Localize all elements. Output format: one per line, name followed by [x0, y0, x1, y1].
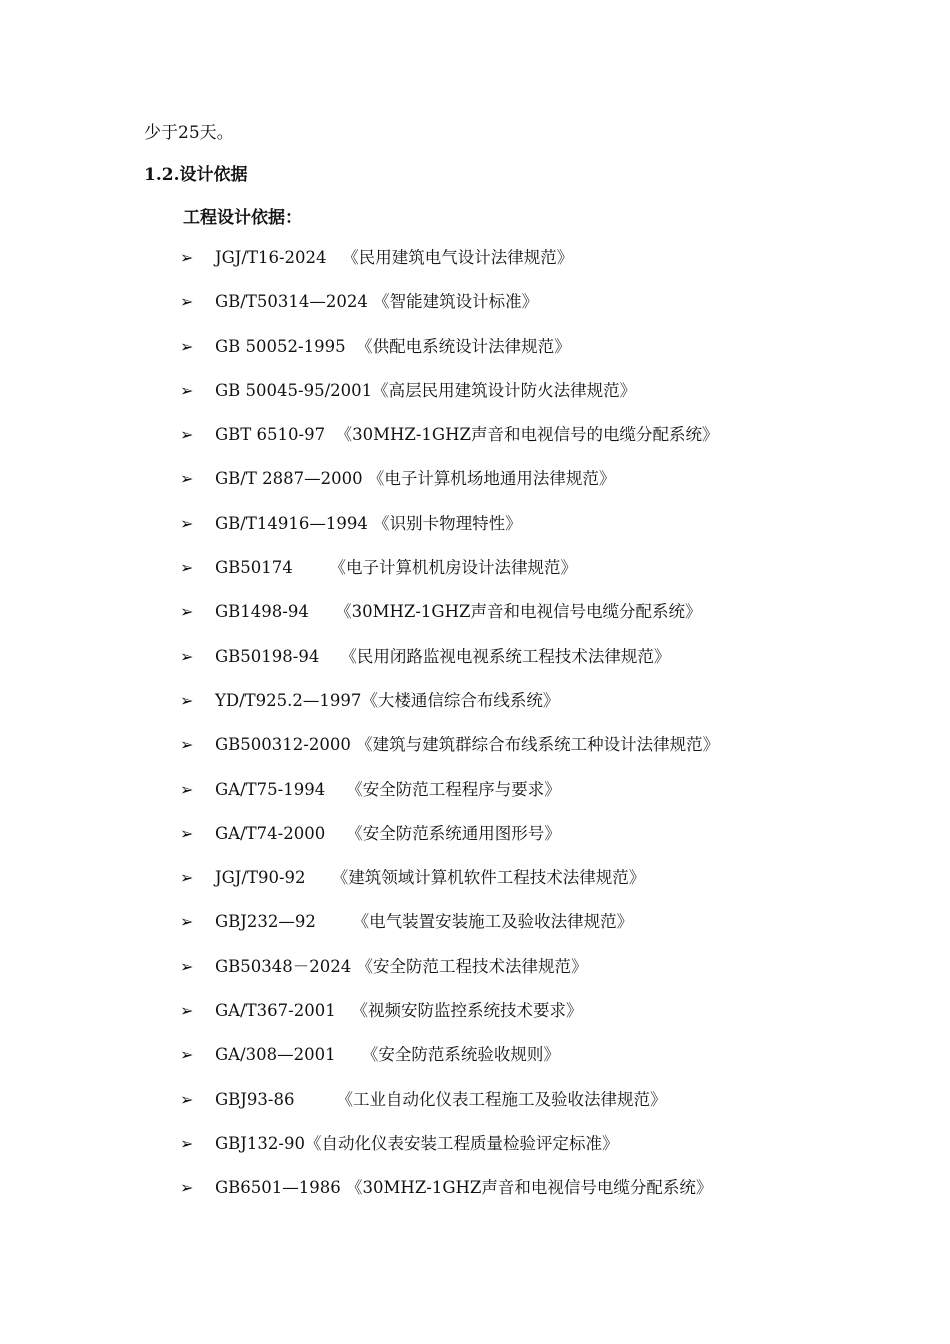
reference-item	[180, 1087, 719, 1131]
reference-item	[180, 599, 719, 643]
arrow-bullet-icon: ➢	[180, 1089, 194, 1109]
reference-item	[180, 1131, 719, 1175]
reference-item	[180, 998, 719, 1042]
reference-item	[180, 334, 719, 378]
intro-paragraph: 少于25天。	[144, 123, 234, 143]
reference-text: GB1498-94 《30MHZ-1GHZ声音和电视信号电缆分配系统》	[215, 602, 702, 622]
reference-text: GB/T 2887—2000 《电子计算机场地通用法律规范》	[215, 469, 616, 489]
reference-text: GB50198-94 《民用闭路监视电视系统工程技术法律规范》	[215, 646, 671, 666]
reference-text: GBT 6510-97 《30MHZ-1GHZ声音和电视信号的电缆分配系统》	[215, 425, 719, 445]
reference-text: GB500312-2000 《建筑与建筑群综合布线系统工种设计法律规范》	[215, 735, 720, 755]
reference-text: JGJ/T90-92 《建筑领域计算机软件工程技术法律规范》	[215, 868, 646, 888]
arrow-bullet-icon: ➢	[180, 336, 194, 356]
reference-text: GBJ132-90《自动化仪表安装工程质量检验评定标准》	[215, 1133, 619, 1153]
arrow-bullet-icon: ➢	[180, 912, 194, 932]
reference-item	[180, 954, 719, 998]
reference-item	[180, 1042, 719, 1086]
reference-item	[180, 777, 719, 821]
arrow-bullet-icon: ➢	[180, 1045, 194, 1065]
arrow-bullet-icon: ➢	[180, 469, 194, 489]
reference-text: YD/T925.2—1997《大楼通信综合布线系统》	[215, 690, 560, 710]
reference-item	[180, 732, 719, 776]
sub-heading: 工程设计依据：	[183, 208, 302, 228]
reference-item	[180, 245, 719, 289]
reference-item	[180, 466, 719, 510]
reference-item	[180, 378, 719, 422]
reference-text: GA/T75-1994 《安全防范工程程序与要求》	[215, 779, 561, 799]
arrow-bullet-icon: ➢	[180, 956, 194, 976]
arrow-bullet-icon: ➢	[180, 602, 194, 622]
reference-text: JGJ/T16-2024 《民用建筑电气设计法律规范》	[215, 248, 574, 267]
reference-text: GBJ232—92 《电气装置安装施工及验收法律规范》	[215, 912, 634, 932]
reference-item	[180, 555, 719, 599]
section-heading: 1.2.设计依据	[144, 165, 248, 185]
reference-item	[180, 422, 719, 466]
reference-item	[180, 1175, 719, 1219]
arrow-bullet-icon: ➢	[180, 558, 194, 578]
arrow-bullet-icon: ➢	[180, 425, 194, 445]
reference-item	[180, 644, 719, 688]
arrow-bullet-icon: ➢	[180, 513, 194, 533]
reference-text: GB50174 《电子计算机机房设计法律规范》	[215, 558, 578, 578]
reference-text: GB/T50314—2024 《智能建筑设计标准》	[215, 292, 539, 312]
arrow-bullet-icon: ➢	[180, 868, 194, 888]
arrow-bullet-icon: ➢	[180, 823, 194, 843]
arrow-bullet-icon: ➢	[180, 1133, 194, 1153]
arrow-bullet-icon: ➢	[180, 248, 194, 267]
arrow-bullet-icon: ➢	[180, 380, 194, 400]
arrow-bullet-icon: ➢	[180, 646, 194, 666]
arrow-bullet-icon: ➢	[180, 1001, 194, 1021]
reference-text: GA/T74-2000 《安全防范系统通用图形号》	[215, 823, 561, 843]
arrow-bullet-icon: ➢	[180, 735, 194, 755]
reference-text: GBJ93-86 《工业自动化仪表工程施工及验收法律规范》	[215, 1089, 667, 1109]
reference-text: GB 50052-1995 《供配电系统设计法律规范》	[215, 336, 571, 356]
reference-item	[180, 909, 719, 953]
reference-text: GB/T14916—1994 《识别卡物理特性》	[215, 513, 522, 533]
reference-list	[180, 245, 719, 1220]
reference-item	[180, 289, 719, 333]
reference-text: GA/308—2001 《安全防范系统验收规则》	[215, 1045, 560, 1065]
reference-text: GB 50045-95/2001《高层民用建筑设计防火法律规范》	[215, 380, 637, 400]
reference-item	[180, 511, 719, 555]
arrow-bullet-icon: ➢	[180, 1178, 194, 1198]
reference-item	[180, 865, 719, 909]
arrow-bullet-icon: ➢	[180, 292, 194, 312]
reference-item	[180, 688, 719, 732]
reference-text: GB50348－2024 《安全防范工程技术法律规范》	[215, 956, 588, 976]
reference-text: GB6501—1986 《30MHZ-1GHZ声音和电视信号电缆分配系统》	[215, 1178, 713, 1198]
arrow-bullet-icon: ➢	[180, 779, 194, 799]
reference-item	[180, 821, 719, 865]
reference-text: GA/T367-2001 《视频安防监控系统技术要求》	[215, 1001, 583, 1021]
arrow-bullet-icon: ➢	[180, 690, 194, 710]
